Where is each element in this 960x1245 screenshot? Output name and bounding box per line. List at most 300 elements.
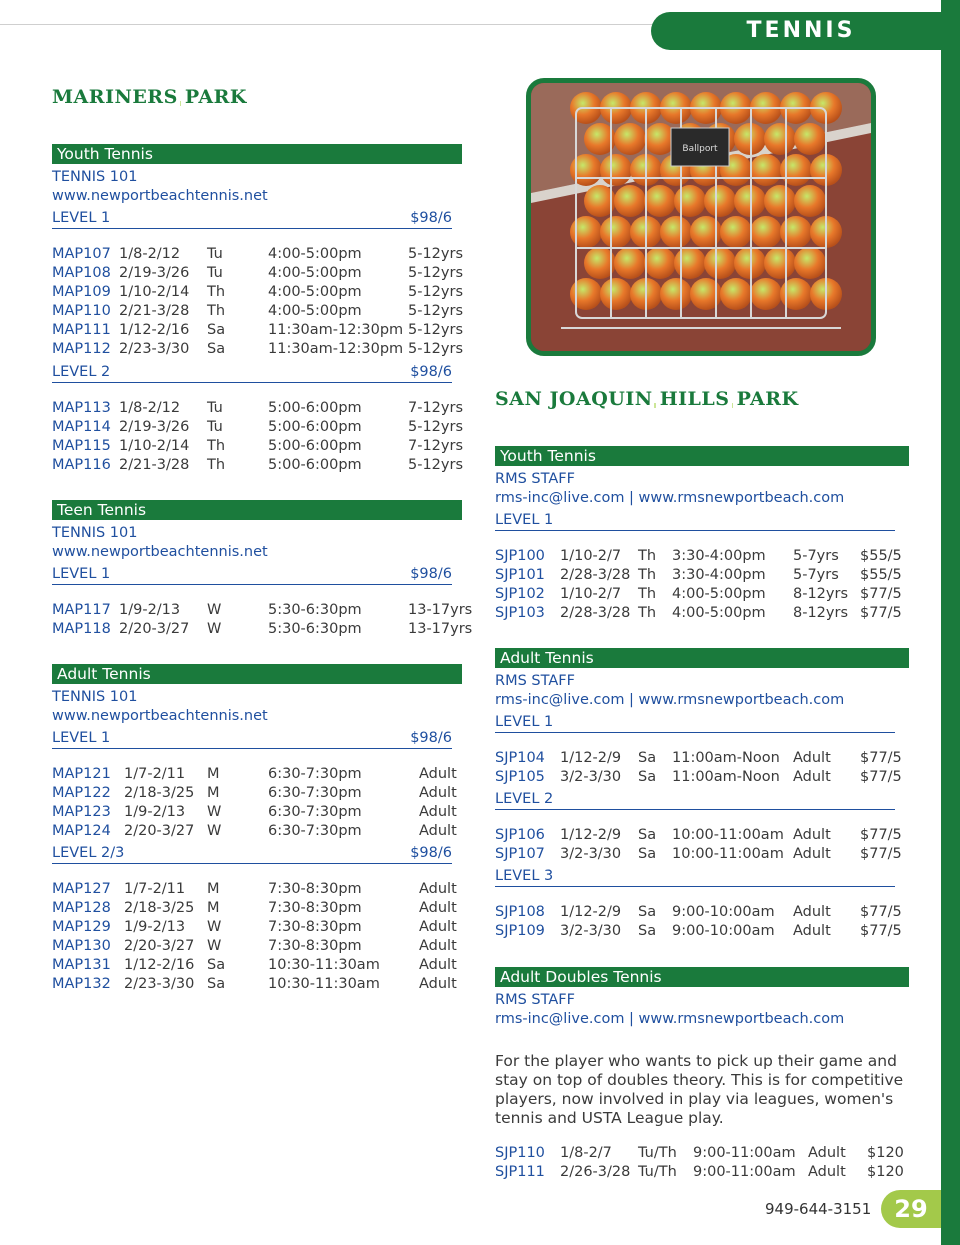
class-code: MAP112: [52, 341, 111, 357]
park-title-mariners: MARINERS PARK: [52, 86, 247, 108]
class-age: 13-17yrs: [408, 621, 473, 637]
class-day: Th: [207, 457, 226, 473]
class-price: $77/5: [860, 769, 902, 785]
class-time: 9:00-10:00am: [672, 923, 775, 939]
class-dates: 1/12-2/9: [560, 750, 622, 766]
level-label: LEVEL 1: [495, 714, 554, 730]
level-price: $98/6: [410, 845, 452, 861]
tennis-ball: [570, 278, 602, 310]
class-dates: 3/2-3/30: [560, 769, 622, 785]
class-code: MAP116: [52, 457, 111, 473]
tennis-ball: [794, 123, 826, 155]
right-edge-bar: [941, 0, 960, 1245]
class-age: Adult: [419, 766, 457, 782]
basket-label: Ballport: [682, 144, 718, 154]
class-age: 5-12yrs: [408, 303, 464, 319]
tennis-ball: [794, 247, 826, 279]
class-dates: 1/10-2/14: [119, 438, 190, 454]
class-time: 6:30-7:30pm: [268, 804, 362, 820]
tennis-ball: [690, 216, 722, 248]
class-time: 6:30-7:30pm: [268, 823, 362, 839]
level-label: LEVEL 1: [52, 730, 111, 746]
class-time: 4:00-5:00pm: [268, 303, 362, 319]
tennis-ball: [644, 185, 676, 217]
website-link[interactable]: www.newportbeachtennis.net: [52, 708, 268, 724]
class-price: $77/5: [860, 846, 902, 862]
level-1-line: [52, 566, 452, 585]
class-code: SJP106: [495, 827, 545, 843]
class-code: MAP113: [52, 400, 111, 416]
contact-info[interactable]: rms-inc@live.com | www.rmsnewportbeach.com: [495, 490, 845, 506]
tennis-ball: [660, 216, 692, 248]
tennis-ball: [704, 185, 736, 217]
class-age: Adult: [793, 846, 831, 862]
class-time: 5:00-6:00pm: [268, 400, 362, 416]
class-time: 4:00-5:00pm: [268, 246, 362, 262]
class-day: Tu/Th: [638, 1164, 677, 1180]
class-time: 11:00am-Noon: [672, 750, 780, 766]
page-number: 29: [881, 1190, 941, 1228]
staff-label: RMS STAFF: [495, 471, 575, 487]
schedule-row: [52, 918, 472, 937]
class-day: Th: [638, 605, 657, 621]
class-dates: 1/12-2/16: [119, 322, 190, 338]
level-23-line: [52, 845, 452, 864]
class-age: Adult: [793, 827, 831, 843]
tennis-ball: [780, 216, 812, 248]
class-dates: 2/18-3/25: [124, 900, 195, 916]
class-age: Adult: [793, 769, 831, 785]
tennis-ball: [690, 278, 722, 310]
class-day: Sa: [638, 846, 657, 862]
class-price: $77/5: [860, 750, 902, 766]
schedule-row: [52, 418, 472, 437]
level-price: $98/6: [410, 364, 452, 380]
section-tab: TENNIS: [651, 12, 951, 50]
class-age: 5-12yrs: [408, 284, 464, 300]
class-dates: 2/28-3/28: [560, 567, 631, 583]
class-code: MAP114: [52, 419, 111, 435]
level-label: LEVEL 1: [495, 512, 554, 528]
class-day: Th: [207, 303, 226, 319]
class-code: MAP108: [52, 265, 111, 281]
class-code: MAP107: [52, 246, 111, 262]
class-time: 11:00am-Noon: [672, 769, 780, 785]
class-dates: 2/20-3/27: [124, 938, 195, 954]
level-3-line: [495, 868, 895, 887]
teen-tennis-header: Teen Tennis: [52, 500, 462, 520]
class-age: 5-12yrs: [408, 341, 464, 357]
class-day: W: [207, 919, 222, 935]
class-dates: 2/21-3/28: [119, 303, 190, 319]
class-age: Adult: [419, 881, 457, 897]
class-age: 5-12yrs: [408, 322, 464, 338]
class-dates: 1/12-2/16: [124, 957, 195, 973]
tennis-ball: [570, 154, 602, 186]
class-dates: 1/10-2/7: [560, 548, 622, 564]
schedule-row: [52, 302, 472, 321]
tennis-ball: [614, 185, 646, 217]
class-day: Tu: [207, 419, 223, 435]
class-time: 7:30-8:30pm: [268, 938, 362, 954]
tennis-ball: [764, 247, 796, 279]
schedule-row: [495, 845, 915, 864]
tennis-ball: [764, 185, 796, 217]
class-day: Sa: [638, 904, 657, 920]
class-price: $77/5: [860, 904, 902, 920]
class-time: 5:30-6:30pm: [268, 602, 362, 618]
class-time: 9:00-11:00am: [693, 1164, 796, 1180]
class-code: MAP131: [52, 957, 111, 973]
class-dates: 2/20-3/27: [119, 621, 190, 637]
class-code: SJP109: [495, 923, 545, 939]
staff-label: RMS STAFF: [495, 992, 575, 1008]
class-dates: 1/7-2/11: [124, 881, 186, 897]
tennis-ball: [570, 216, 602, 248]
tennis-ball-basket-photo: [526, 78, 876, 356]
tennis-ball: [614, 123, 646, 155]
class-time: 5:00-6:00pm: [268, 419, 362, 435]
class-price: $77/5: [860, 605, 902, 621]
class-dates: 1/12-2/9: [560, 827, 622, 843]
class-dates: 1/12-2/9: [560, 904, 622, 920]
class-time: 4:00-5:00pm: [672, 586, 766, 602]
class-dates: 1/9-2/13: [119, 602, 181, 618]
class-day: W: [207, 621, 222, 637]
class-age: Adult: [419, 957, 457, 973]
schedule-row: [495, 903, 915, 922]
doubles-description: For the player who wants to pick up their game and stay on top of doubles theory. This is for competitive players, now involved in play via leagues, women's tennis and USTA League play.: [495, 1052, 904, 1127]
class-time: 4:00-5:00pm: [268, 265, 362, 281]
tennis-ball: [600, 154, 632, 186]
class-time: 5:30-6:30pm: [268, 621, 362, 637]
class-day: W: [207, 938, 222, 954]
class-day: Th: [638, 548, 657, 564]
schedule-row: [52, 340, 472, 359]
class-code: SJP104: [495, 750, 545, 766]
class-age: 7-12yrs: [408, 400, 464, 416]
class-age: Adult: [808, 1164, 846, 1180]
class-dates: 3/2-3/30: [560, 923, 622, 939]
class-code: MAP122: [52, 785, 111, 801]
class-day: Sa: [638, 827, 657, 843]
tennis-ball: [674, 185, 706, 217]
class-price: $77/5: [860, 827, 902, 843]
class-day: Sa: [207, 341, 226, 357]
tennis-ball: [750, 278, 782, 310]
schedule-row: [52, 803, 472, 822]
phone-number: 949-644-3151: [765, 1200, 872, 1218]
class-price: $55/5: [860, 567, 902, 583]
class-price: $120: [867, 1164, 904, 1180]
schedule-row: [52, 245, 472, 264]
class-dates: 1/10-2/14: [119, 284, 190, 300]
class-time: 6:30-7:30pm: [268, 766, 362, 782]
schedule-row: [52, 956, 472, 975]
class-time: 4:00-5:00pm: [672, 605, 766, 621]
schedule-row: [495, 768, 915, 787]
class-day: M: [207, 766, 220, 782]
class-price: $77/5: [860, 586, 902, 602]
level-1-line: [52, 210, 452, 229]
class-time: 7:30-8:30pm: [268, 900, 362, 916]
schedule-row: [52, 456, 472, 475]
class-day: Tu: [207, 400, 223, 416]
class-dates: 1/8-2/12: [119, 400, 181, 416]
website-link[interactable]: www.newportbeachtennis.net: [52, 544, 268, 560]
class-age: Adult: [419, 823, 457, 839]
class-dates: 3/2-3/30: [560, 846, 622, 862]
class-time: 5:00-6:00pm: [268, 438, 362, 454]
adult-tennis-header: Adult Tennis: [495, 648, 909, 668]
class-age: 5-7yrs: [793, 567, 839, 583]
tennis-ball: [750, 216, 782, 248]
class-day: Sa: [207, 976, 226, 992]
class-time: 10:30-11:30am: [268, 957, 380, 973]
schedule-row: [52, 437, 472, 456]
schedule-row: [52, 975, 472, 994]
schedule-row: [495, 585, 915, 604]
class-code: MAP124: [52, 823, 111, 839]
tennis-ball: [674, 247, 706, 279]
class-age: Adult: [793, 904, 831, 920]
schedule-row: [495, 547, 915, 566]
level-price: $98/6: [410, 210, 452, 226]
class-code: MAP128: [52, 900, 111, 916]
class-age: 5-12yrs: [408, 265, 464, 281]
ball-basket-icon: [531, 83, 871, 351]
class-age: Adult: [419, 976, 457, 992]
class-age: 5-12yrs: [408, 457, 464, 473]
level-price: $98/6: [410, 566, 452, 582]
class-day: Th: [638, 567, 657, 583]
class-code: SJP107: [495, 846, 545, 862]
tennis-ball: [660, 278, 692, 310]
class-time: 5:00-6:00pm: [268, 457, 362, 473]
class-price: $55/5: [860, 548, 902, 564]
schedule-row: [52, 399, 472, 418]
class-age: 13-17yrs: [408, 602, 473, 618]
class-age: 5-7yrs: [793, 548, 839, 564]
tennis-ball: [780, 278, 812, 310]
tennis-ball: [614, 247, 646, 279]
adult-doubles-header: Adult Doubles Tennis: [495, 967, 909, 987]
class-day: Sa: [638, 769, 657, 785]
class-time: 4:00-5:00pm: [268, 284, 362, 300]
schedule-row: [52, 937, 472, 956]
class-day: Sa: [207, 957, 226, 973]
class-dates: 2/23-3/30: [124, 976, 195, 992]
class-day: M: [207, 881, 220, 897]
class-age: Adult: [419, 900, 457, 916]
tennis-ball: [600, 278, 632, 310]
tennis-ball: [720, 216, 752, 248]
contact-info[interactable]: rms-inc@live.com | www.rmsnewportbeach.com: [495, 1011, 845, 1027]
website-link[interactable]: www.newportbeachtennis.net: [52, 188, 268, 204]
class-time: 10:00-11:00am: [672, 827, 784, 843]
class-code: SJP105: [495, 769, 545, 785]
class-time: 7:30-8:30pm: [268, 881, 362, 897]
class-dates: 2/18-3/25: [124, 785, 195, 801]
class-day: M: [207, 785, 220, 801]
class-day: Th: [638, 586, 657, 602]
level-label: LEVEL 3: [495, 868, 554, 884]
class-code: MAP109: [52, 284, 111, 300]
class-day: W: [207, 823, 222, 839]
schedule-row: [495, 604, 915, 623]
level-1-line: [495, 512, 895, 531]
class-dates: 1/8-2/7: [560, 1145, 612, 1161]
park-title-san-joaquin: SAN JOAQUIN HILLS PARK: [495, 388, 799, 410]
class-time: 11:30am-12:30pm: [268, 341, 404, 357]
schedule-row: [495, 1144, 915, 1163]
course-name: TENNIS 101: [52, 525, 138, 541]
youth-tennis-header: Youth Tennis: [495, 446, 909, 466]
class-dates: 1/9-2/13: [124, 919, 186, 935]
class-code: SJP100: [495, 548, 545, 564]
tennis-ball: [720, 278, 752, 310]
class-time: 6:30-7:30pm: [268, 785, 362, 801]
tennis-ball: [600, 216, 632, 248]
level-label: LEVEL 2: [495, 791, 554, 807]
class-code: SJP101: [495, 567, 545, 583]
class-age: 8-12yrs: [793, 586, 849, 602]
class-code: MAP118: [52, 621, 111, 637]
class-code: MAP129: [52, 919, 111, 935]
class-day: M: [207, 900, 220, 916]
class-dates: 1/9-2/13: [124, 804, 186, 820]
class-day: Th: [207, 438, 226, 454]
level-price: $98/6: [410, 730, 452, 746]
level-2-line: [495, 791, 895, 810]
class-day: Tu: [207, 246, 223, 262]
class-code: MAP121: [52, 766, 111, 782]
class-price: $77/5: [860, 923, 902, 939]
level-label: LEVEL 1: [52, 566, 111, 582]
class-dates: 2/21-3/28: [119, 457, 190, 473]
class-day: W: [207, 804, 222, 820]
class-dates: 2/23-3/30: [119, 341, 190, 357]
schedule-row: [495, 1163, 915, 1182]
class-age: Adult: [419, 804, 457, 820]
level-1-line: [495, 714, 895, 733]
class-code: MAP123: [52, 804, 111, 820]
schedule-row: [495, 566, 915, 585]
class-dates: 2/19-3/26: [119, 265, 190, 281]
schedule-row: [52, 601, 472, 620]
class-dates: 2/28-3/28: [560, 605, 631, 621]
class-code: SJP102: [495, 586, 545, 602]
class-dates: 1/10-2/7: [560, 586, 622, 602]
schedule-row: [495, 922, 915, 941]
staff-label: RMS STAFF: [495, 673, 575, 689]
schedule-row: [52, 765, 472, 784]
tennis-ball: [750, 154, 782, 186]
class-time: 3:30-4:00pm: [672, 567, 766, 583]
tennis-ball: [644, 247, 676, 279]
youth-tennis-header: Youth Tennis: [52, 144, 462, 164]
class-dates: 2/19-3/26: [119, 419, 190, 435]
schedule-row: [495, 826, 915, 845]
class-code: SJP110: [495, 1145, 545, 1161]
schedule-row: [52, 822, 472, 841]
class-dates: 1/8-2/12: [119, 246, 181, 262]
class-day: W: [207, 602, 222, 618]
class-age: Adult: [793, 923, 831, 939]
class-time: 3:30-4:00pm: [672, 548, 766, 564]
class-code: MAP115: [52, 438, 111, 454]
class-age: 5-12yrs: [408, 246, 464, 262]
class-day: Sa: [638, 923, 657, 939]
course-name: TENNIS 101: [52, 169, 138, 185]
class-code: SJP108: [495, 904, 545, 920]
class-age: 8-12yrs: [793, 605, 849, 621]
class-code: SJP111: [495, 1164, 545, 1180]
top-rule: [0, 24, 700, 25]
class-age: Adult: [808, 1145, 846, 1161]
class-code: SJP103: [495, 605, 545, 621]
class-age: Adult: [793, 750, 831, 766]
class-age: Adult: [419, 919, 457, 935]
contact-info[interactable]: rms-inc@live.com | www.rmsnewportbeach.com: [495, 692, 845, 708]
adult-tennis-header: Adult Tennis: [52, 664, 462, 684]
tennis-ball: [764, 123, 796, 155]
course-name: TENNIS 101: [52, 689, 138, 705]
class-code: MAP130: [52, 938, 111, 954]
class-time: 9:00-11:00am: [693, 1145, 796, 1161]
class-day: Sa: [638, 750, 657, 766]
schedule-row: [52, 784, 472, 803]
class-time: 11:30am-12:30pm: [268, 322, 404, 338]
class-day: Th: [207, 284, 226, 300]
class-dates: 2/26-3/28: [560, 1164, 631, 1180]
schedule-row: [52, 264, 472, 283]
class-age: Adult: [419, 785, 457, 801]
class-time: 10:30-11:30am: [268, 976, 380, 992]
class-dates: 2/20-3/27: [124, 823, 195, 839]
tennis-ball: [780, 154, 812, 186]
level-2-line: [52, 364, 452, 383]
schedule-row: [52, 283, 472, 302]
class-code: MAP117: [52, 602, 111, 618]
class-day: Tu: [207, 265, 223, 281]
level-1-line: [52, 730, 452, 749]
class-time: 10:00-11:00am: [672, 846, 784, 862]
level-label: LEVEL 2: [52, 364, 111, 380]
class-age: 7-12yrs: [408, 438, 464, 454]
class-code: MAP111: [52, 322, 111, 338]
class-code: MAP110: [52, 303, 111, 319]
class-day: Sa: [207, 322, 226, 338]
level-label: LEVEL 2/3: [52, 845, 125, 861]
class-age: Adult: [419, 938, 457, 954]
class-code: MAP127: [52, 881, 111, 897]
schedule-row: [52, 620, 472, 639]
class-code: MAP132: [52, 976, 111, 992]
schedule-row: [495, 749, 915, 768]
class-time: 7:30-8:30pm: [268, 919, 362, 935]
class-dates: 1/7-2/11: [124, 766, 186, 782]
level-label: LEVEL 1: [52, 210, 111, 226]
tennis-ball: [704, 247, 736, 279]
class-time: 9:00-10:00am: [672, 904, 775, 920]
schedule-row: [52, 880, 472, 899]
schedule-row: [52, 899, 472, 918]
schedule-row: [52, 321, 472, 340]
class-price: $120: [867, 1145, 904, 1161]
class-age: 5-12yrs: [408, 419, 464, 435]
class-day: Tu/Th: [638, 1145, 677, 1161]
